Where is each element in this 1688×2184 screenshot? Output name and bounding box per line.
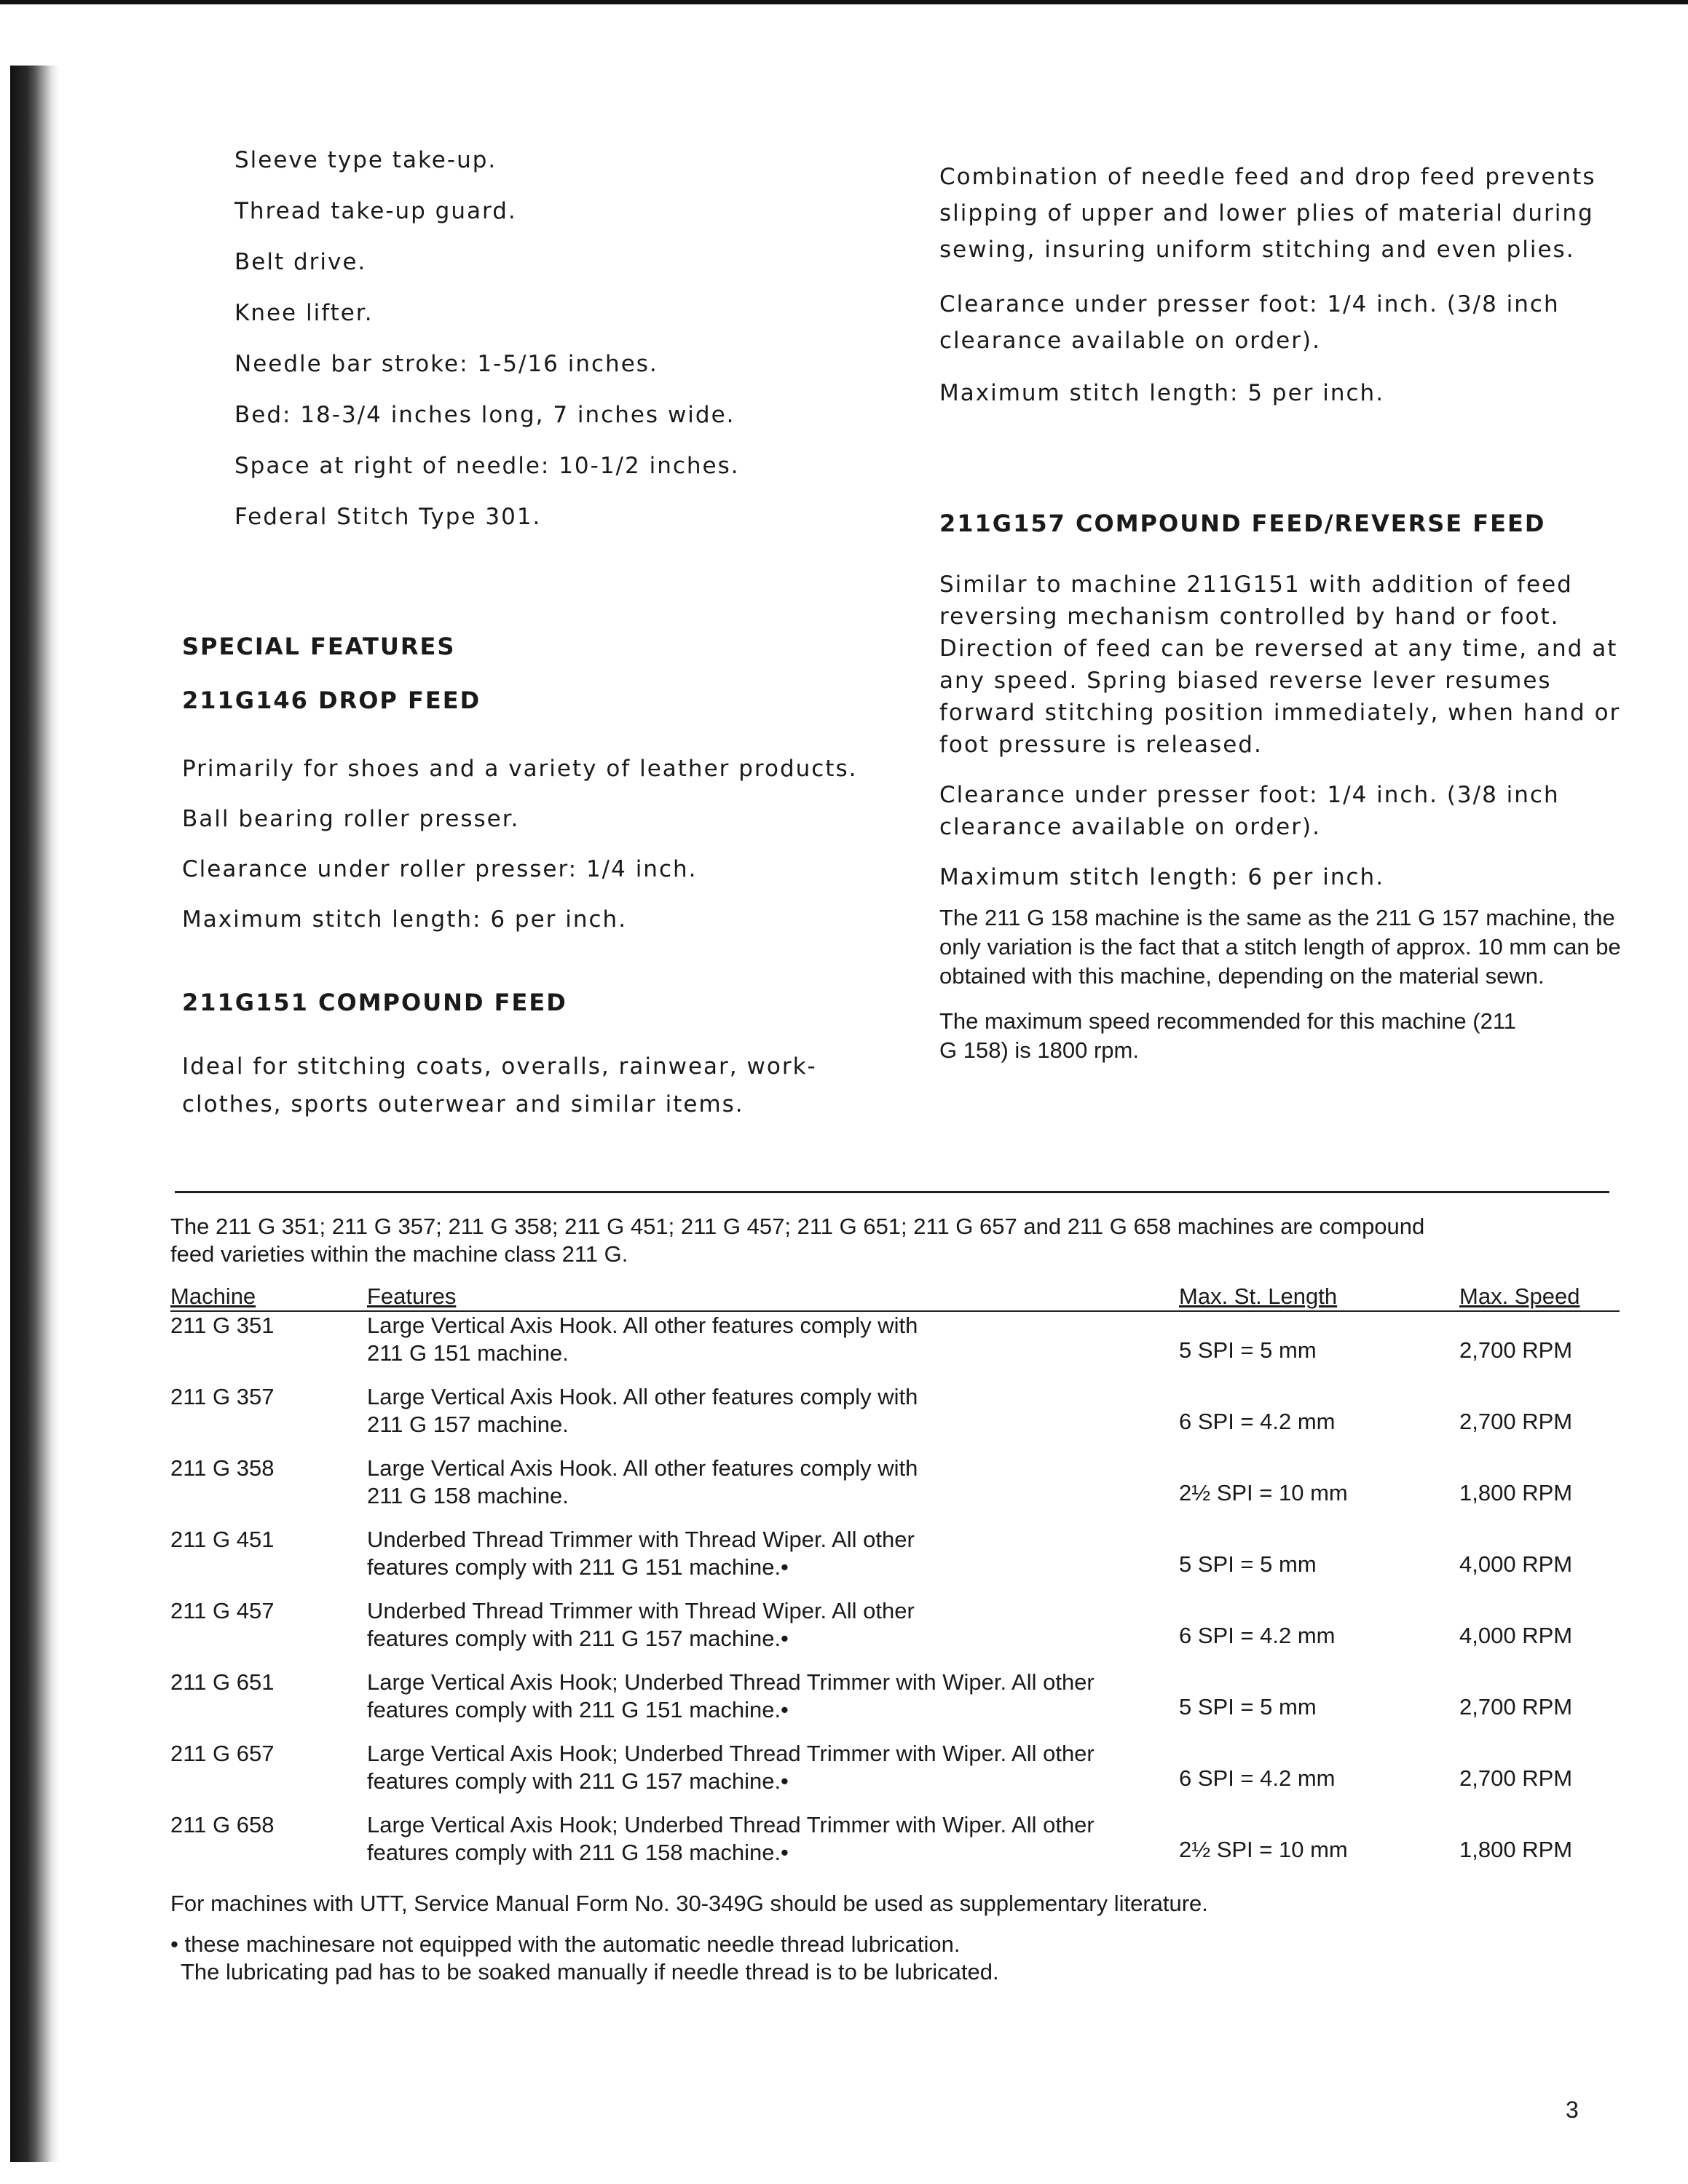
cell-machine: 211 G 457 bbox=[170, 1598, 275, 1623]
table-header-row bbox=[170, 1283, 1620, 1311]
table-row bbox=[170, 1740, 1620, 1811]
table-row bbox=[170, 1383, 1620, 1455]
cell-speed: 1,800 RPM bbox=[1459, 1837, 1573, 1862]
cell-speed: 2,700 RPM bbox=[1459, 1765, 1573, 1791]
cell-machine: 211 G 451 bbox=[170, 1527, 275, 1552]
cell-features: Large Vertical Axis Hook; Underbed Thread Trimmer with Wiper. All other features comply with 211 G 158 machine.• bbox=[367, 1812, 1095, 1865]
spec-list bbox=[234, 144, 817, 552]
footnote-continued: The lubricating pad has to be soaked manually if needle thread is to be lubricated. bbox=[181, 1959, 999, 1985]
cell-features: Large Vertical Axis Hook. All other features comply with 211 G 157 machine. bbox=[367, 1384, 918, 1437]
reverse-feed-text: Similar to machine 211G151 with addition of feed reversing mechanism controlled by hand or foot. Direction of feed can be reversed at any time, and at any speed. Spring biased reverse lever resumes forward stitching position immediately, when hand or foot pressure is released. bbox=[939, 571, 1621, 758]
section-divider bbox=[175, 1191, 1609, 1193]
cell-speed: 1,800 RPM bbox=[1459, 1480, 1573, 1506]
cell-speed: 4,000 RPM bbox=[1459, 1623, 1573, 1648]
header-speed: Max. Speed bbox=[1459, 1283, 1580, 1309]
cell-machine: 211 G 351 bbox=[170, 1313, 275, 1338]
cell-length: 2½ SPI = 10 mm bbox=[1179, 1480, 1348, 1506]
spec-line: Space at right of needle: 10-1/2 inches. bbox=[234, 453, 740, 479]
cell-features: Underbed Thread Trimmer with Thread Wiper. All other features comply with 211 G 151 machine.• bbox=[367, 1527, 915, 1580]
reverse-max-stitch-text: Maximum stitch length: 6 per inch. bbox=[939, 864, 1385, 890]
cell-features: Large Vertical Axis Hook. All other features comply with 211 G 151 machine. bbox=[367, 1313, 918, 1366]
cell-length: 5 SPI = 5 mm bbox=[1179, 1551, 1317, 1577]
footnote: • these machinesare not equipped with the automatic needle thread lubrication. bbox=[170, 1931, 961, 1957]
cell-features: Large Vertical Axis Hook; Underbed Thread Trimmer with Wiper. All other features comply with 211 G 151 machine.• bbox=[367, 1669, 1095, 1722]
table-row bbox=[170, 1455, 1620, 1526]
spec-line: Sleeve type take-up. bbox=[234, 147, 497, 173]
variety-intro: The 211 G 351; 211 G 357; 211 G 358; 211 G 451; 211 G 457; 211 G 651; 211 G 657 and 211 G 658 machines are compound feed varieties within the machine class 211 G. bbox=[170, 1214, 1425, 1267]
cell-machine: 211 G 658 bbox=[170, 1812, 275, 1837]
special-features-heading: SPECIAL FEATURES bbox=[182, 633, 456, 660]
spec-line: Belt drive. bbox=[234, 249, 367, 275]
compound-feed-text: Ideal for stitching coats, overalls, rainwear, work-clothes, sports outerwear and similar items. bbox=[182, 1053, 817, 1117]
cell-speed: 2,700 RPM bbox=[1459, 1409, 1573, 1434]
spec-line: Thread take-up guard. bbox=[234, 198, 517, 224]
top-rule bbox=[0, 0, 1688, 4]
header-features: Features bbox=[367, 1283, 457, 1309]
reverse-clearance-text: Clearance under presser foot: 1/4 inch. (3/8 inch clearance available on order). bbox=[939, 782, 1560, 840]
utt-note: For machines with UTT, Service Manual Form No. 30-349G should be used as supplementary literature. bbox=[170, 1891, 1208, 1916]
drop-feed-line: Clearance under roller presser: 1/4 inch. bbox=[182, 856, 698, 882]
variety-table bbox=[170, 1283, 1620, 1883]
page-number: 3 bbox=[1566, 2097, 1579, 2123]
binding-edge bbox=[10, 66, 105, 2162]
g158-speed-text: The maximum speed recommended for this machine (211 G 158) is 1800 rpm. bbox=[939, 1008, 1516, 1063]
cell-speed: 4,000 RPM bbox=[1459, 1551, 1573, 1577]
reverse-feed-heading: 211G157 COMPOUND FEED/REVERSE FEED bbox=[939, 510, 1546, 537]
cell-length: 6 SPI = 4.2 mm bbox=[1179, 1765, 1336, 1791]
max-stitch-text: Maximum stitch length: 5 per inch. bbox=[939, 380, 1385, 406]
cell-machine: 211 G 657 bbox=[170, 1741, 275, 1766]
special-features bbox=[182, 630, 874, 1142]
drop-feed-line: Ball bearing roller presser. bbox=[182, 806, 520, 832]
cell-length: 5 SPI = 5 mm bbox=[1179, 1337, 1317, 1363]
cell-length: 5 SPI = 5 mm bbox=[1179, 1694, 1317, 1720]
drop-feed-line: Maximum stitch length: 6 per inch. bbox=[182, 906, 628, 933]
right-column bbox=[939, 159, 1631, 1083]
cell-length: 6 SPI = 4.2 mm bbox=[1179, 1623, 1336, 1648]
drop-feed-heading: 211G146 DROP FEED bbox=[182, 687, 481, 714]
cell-features: Large Vertical Axis Hook; Underbed Thread Trimmer with Wiper. All other features comply with 211 G 157 machine.• bbox=[367, 1741, 1095, 1794]
variety-section bbox=[170, 1213, 1620, 1986]
cell-machine: 211 G 357 bbox=[170, 1384, 275, 1409]
cell-machine: 211 G 358 bbox=[170, 1455, 275, 1481]
clearance-text: Clearance under presser foot: 1/4 inch. (3/8 inch clearance available on order). bbox=[939, 291, 1560, 354]
spec-line: Needle bar stroke: 1-5/16 inches. bbox=[234, 351, 658, 377]
cell-features: Large Vertical Axis Hook. All other features comply with 211 G 158 machine. bbox=[367, 1455, 918, 1508]
compound-feed-heading: 211G151 COMPOUND FEED bbox=[182, 989, 567, 1016]
compound-feed-description: Combination of needle feed and drop feed prevents slipping of upper and lower plies of material during sewing, insuring uniform stitching and even plies. bbox=[939, 164, 1596, 263]
cell-length: 2½ SPI = 10 mm bbox=[1179, 1837, 1348, 1862]
spec-line: Knee lifter. bbox=[234, 300, 374, 326]
cell-length: 6 SPI = 4.2 mm bbox=[1179, 1409, 1336, 1434]
table-row bbox=[170, 1669, 1620, 1740]
table-row bbox=[170, 1811, 1620, 1883]
cell-speed: 2,700 RPM bbox=[1459, 1694, 1573, 1720]
drop-feed-line: Primarily for shoes and a variety of leather products. bbox=[182, 756, 858, 782]
spec-line: Federal Stitch Type 301. bbox=[234, 504, 542, 530]
g158-text: The 211 G 158 machine is the same as the 211 G 157 machine, the only variation is the fact that a stitch length of approx. 10 mm can be obtained with this machine, depending on the material sewn. bbox=[939, 905, 1621, 989]
header-machine: Machine bbox=[170, 1283, 256, 1309]
cell-features: Underbed Thread Trimmer with Thread Wiper. All other features comply with 211 G 157 machine.• bbox=[367, 1598, 915, 1651]
header-length: Max. St. Length bbox=[1179, 1283, 1338, 1309]
table-row bbox=[170, 1311, 1620, 1383]
table-row bbox=[170, 1597, 1620, 1669]
table-row bbox=[170, 1526, 1620, 1597]
cell-machine: 211 G 651 bbox=[170, 1669, 275, 1695]
cell-speed: 2,700 RPM bbox=[1459, 1337, 1573, 1363]
spec-line: Bed: 18-3/4 inches long, 7 inches wide. bbox=[234, 402, 735, 428]
